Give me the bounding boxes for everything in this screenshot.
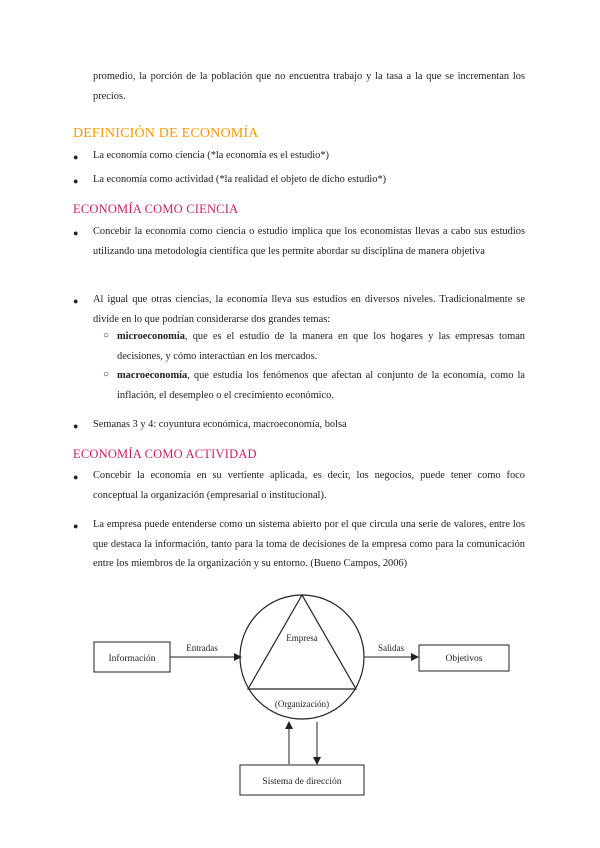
macro-definition: , que estudia los fenómenos que afectan al conjunto de la economía, como la inflación, el desempleo o el crecimiento económico.: [117, 370, 525, 401]
intro-paragraph: promedio, la porción de la población que no encuentra trabajo y la tasa a la que se incrementan los precios.: [93, 71, 525, 102]
bullet: ●: [73, 421, 79, 431]
heading-definicion: DEFINICIÓN DE ECONOMÍA: [73, 126, 259, 141]
list-item: La economía como ciencia (*la economía es el estudio*): [93, 150, 330, 161]
sub-bullet: ○: [103, 369, 110, 380]
list-item: Semanas 3 y 4: coyuntura económica, macroeconomía, bolsa: [93, 419, 347, 430]
list-item: La economía como actividad (*la realidad el objeto de dicho estudio*): [93, 174, 387, 185]
bullet: ●: [73, 472, 79, 482]
bullet: ●: [73, 176, 79, 186]
term-microeconomia: microeconomía: [117, 331, 185, 342]
bullet: ●: [73, 296, 79, 306]
heading-ciencia: ECONOMÍA COMO CIENCIA: [73, 202, 239, 216]
bullet: ●: [73, 521, 79, 531]
list-item: Al igual que otras ciencias, la economía lleva sus estudios en diversos niveles. Tradicionalmente se divide en lo que podrían considerarse dos grandes temas:: [93, 294, 525, 325]
bullet: ●: [73, 152, 79, 162]
bullet: ●: [73, 228, 79, 238]
sub-bullet: ○: [103, 330, 110, 341]
objetivos-label: Objetivos: [445, 654, 483, 664]
salidas-label: Salidas: [378, 643, 404, 653]
term-macroeconomia: macroeconomía: [117, 370, 188, 381]
organizacion-label: (Organización): [274, 699, 330, 709]
sistema-label: Sistema de dirección: [262, 777, 342, 787]
list-item: La empresa puede entenderse como un sistema abierto por el que circula una serie de valores, entre los que destaca la información, tanto para la toma de decisiones de la empresa como para la comunicación entre los miembros de la organización y su entorno. (Bueno Campos, 2006): [93, 519, 525, 569]
list-item: Concebir la economía como ciencia o estudio implica que los economistas llevas a cabo sus estudios utilizando una metodología científica que les permite abordar su disciplina de manera objetiva: [93, 226, 525, 257]
list-item: Concebir la economía en su vertiente aplicada, es decir, los negocios, puede tener como foco conceptual la organización (empresarial o institucional).: [93, 470, 525, 501]
entradas-label: Entradas: [186, 643, 218, 653]
informacion-label: Información: [108, 654, 156, 664]
empresa-label: Empresa: [286, 633, 318, 643]
heading-actividad: ECONOMÍA COMO ACTIVIDAD: [73, 447, 257, 461]
micro-definition: , que es el estudio de la manera en que los hogares y las empresas toman decisiones, y cómo interactúan en los mercados.: [117, 331, 525, 362]
